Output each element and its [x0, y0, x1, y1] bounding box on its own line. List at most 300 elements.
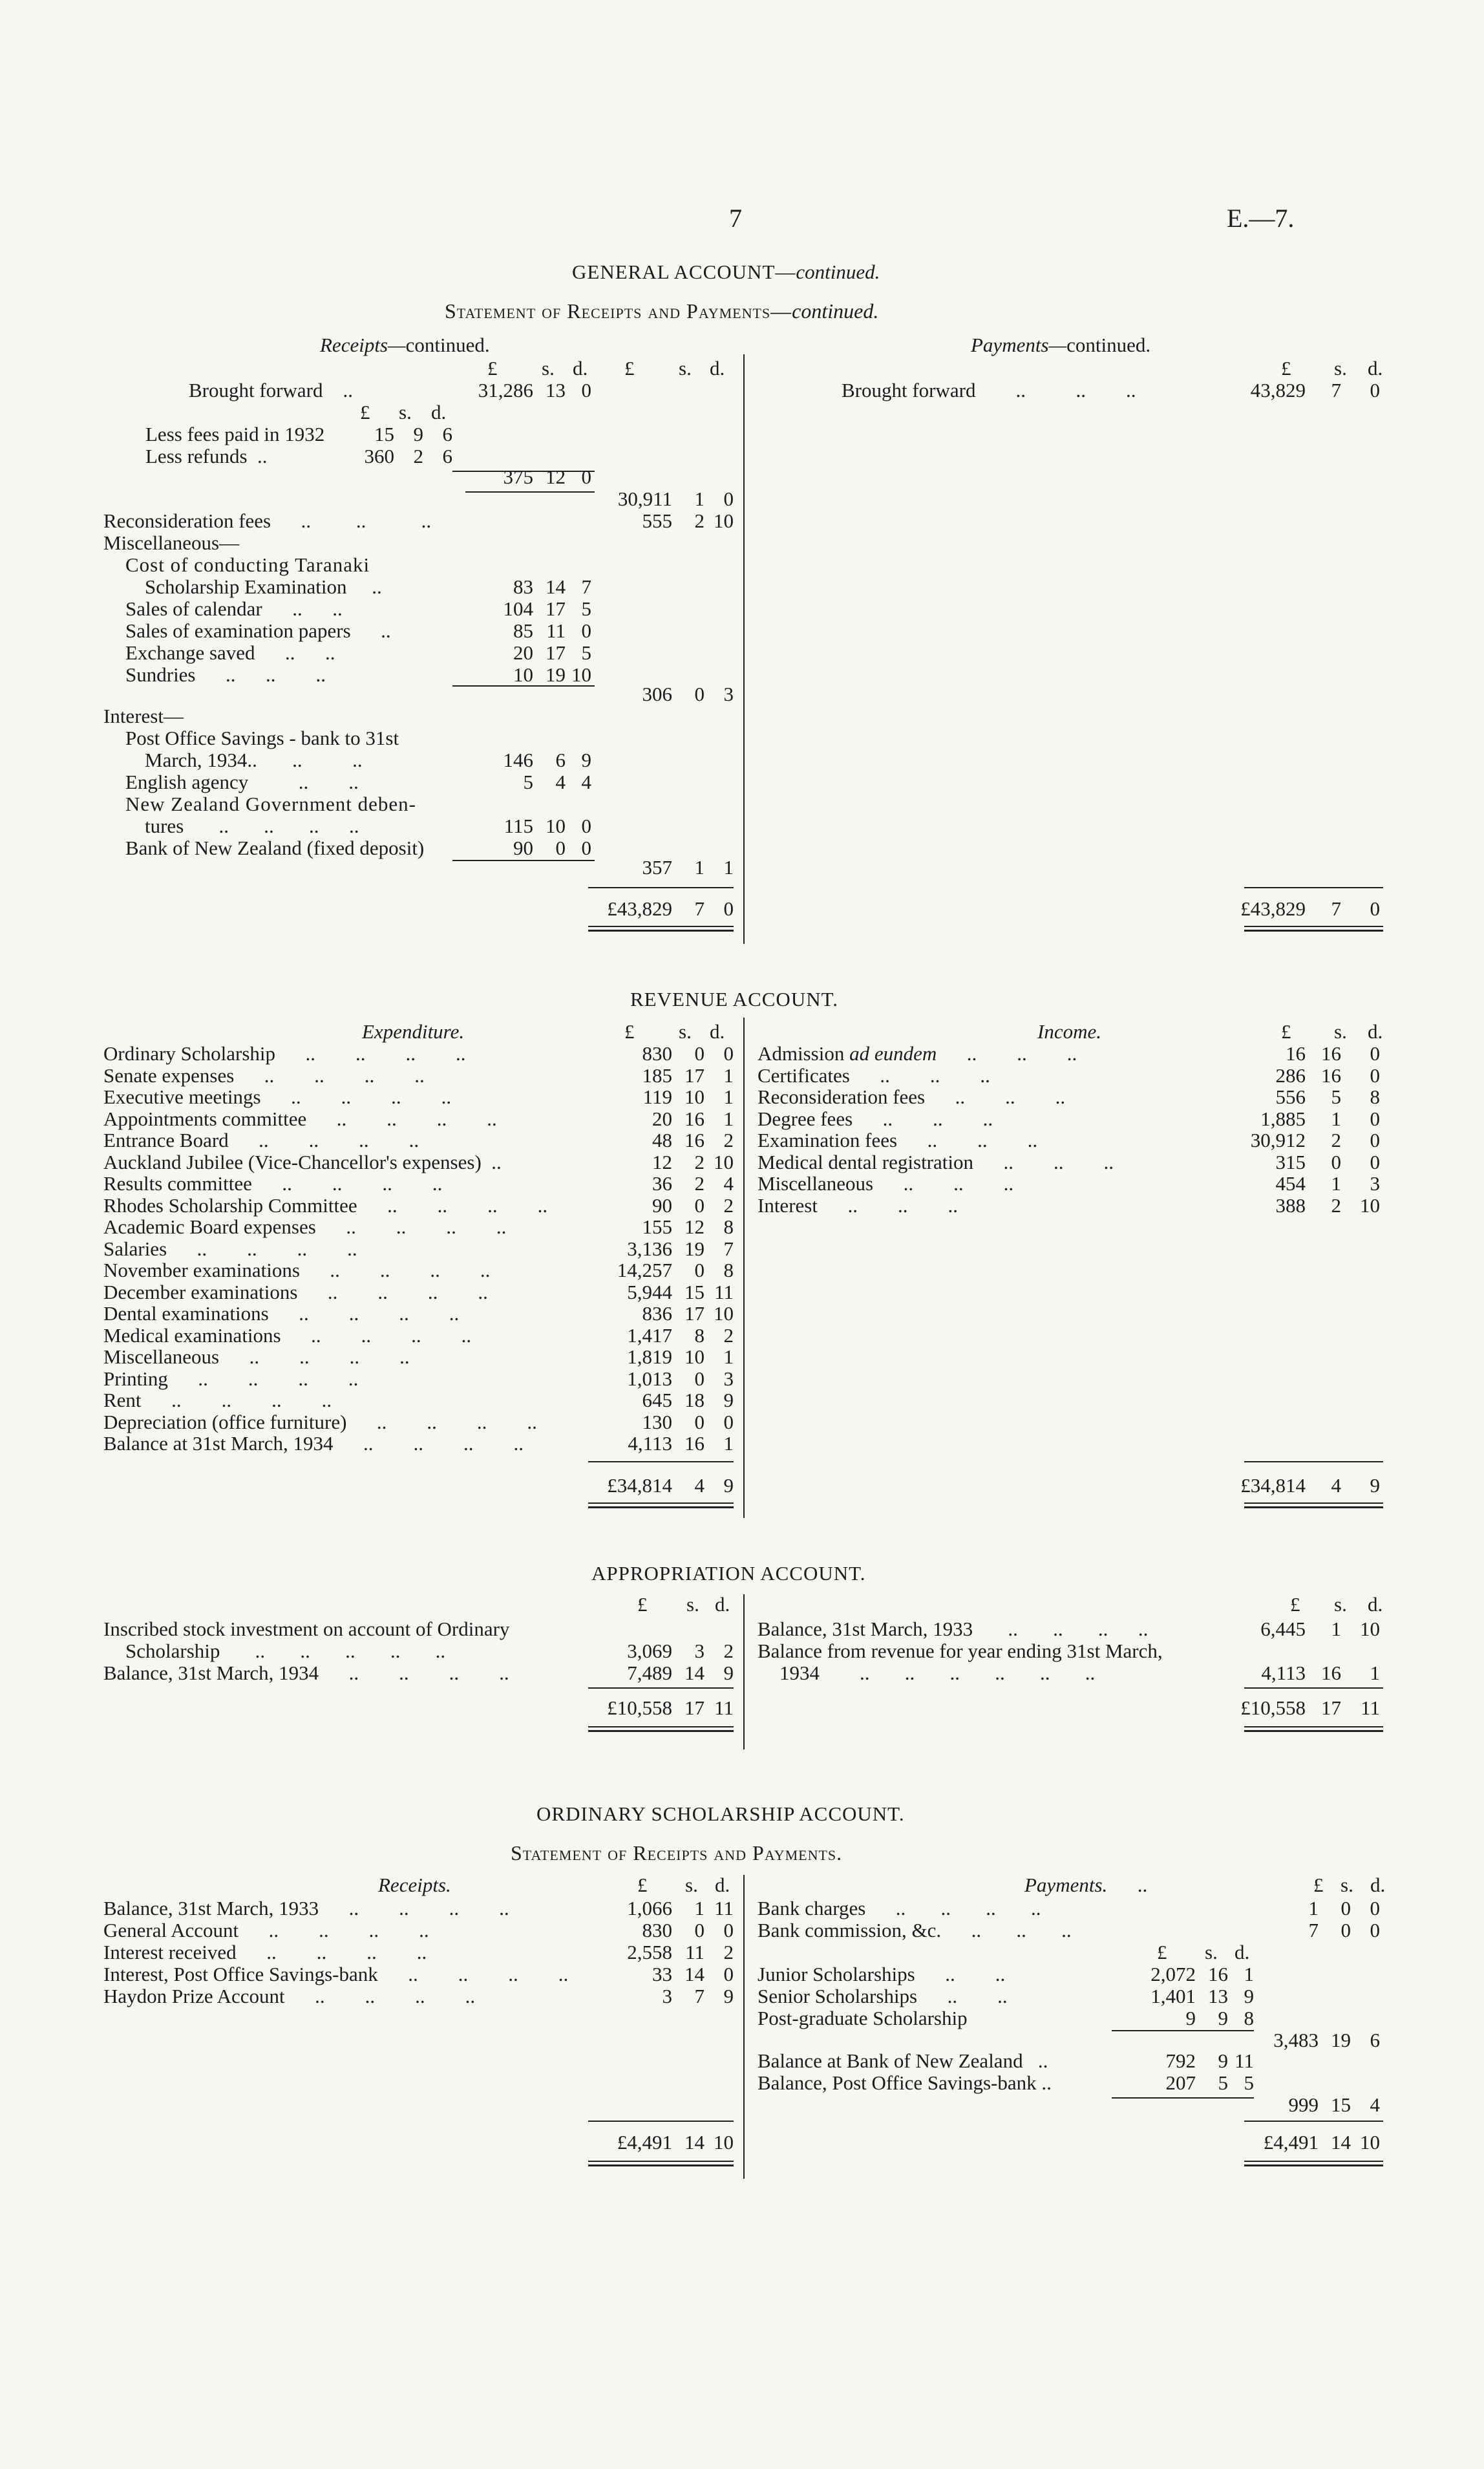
line-item-label — [103, 1347, 410, 1367]
line-item-text: Ordinary Scholarship — [103, 1042, 276, 1065]
amount-pounds: 792 — [1165, 2049, 1196, 2072]
leader-dots: .. .. .. .. — [377, 1963, 569, 1985]
left-total-pence: 11 — [714, 1696, 734, 1719]
stock-investment-label-2: Scholarship .. .. .. .. .. — [125, 1640, 446, 1662]
amount-pence: 0 — [581, 619, 591, 642]
amount-shillings: 5 — [1218, 2071, 1228, 2094]
line-item-label — [103, 1369, 358, 1389]
payments-total-pounds: £43,829 — [1240, 897, 1306, 920]
amount-shillings: 11 — [685, 1941, 705, 1963]
amount-pence: 0 — [723, 1410, 734, 1433]
leader-dots: .. .. .. .. — [167, 1237, 357, 1260]
pay-col-header-pounds: £ — [1281, 357, 1291, 379]
amount-pounds: 30,912 — [1250, 1129, 1306, 1151]
total-double-rule — [588, 1726, 734, 1732]
expenditure-total-shillings: 4 — [694, 1474, 705, 1497]
amount-pence: 0 — [723, 487, 734, 510]
amount-shillings: 16 — [1321, 1662, 1341, 1684]
income-col-header-pounds: £ — [1281, 1020, 1291, 1043]
line-item-label — [758, 1130, 1037, 1150]
line-item-text: Salaries — [103, 1237, 167, 1260]
amount-shillings: 2 — [694, 509, 705, 532]
amount-shillings: 0 — [1331, 1150, 1341, 1173]
leader-dots: .. .. .. .. — [346, 1410, 537, 1433]
appropriation-account-title: APPROPRIATION ACCOUNT. — [591, 1562, 866, 1585]
statement-title: Statement of Receipts and Payments—continued. — [445, 299, 879, 323]
total-rule — [1244, 1687, 1383, 1689]
amount-shillings: 16 — [1321, 1063, 1341, 1087]
amount-shillings: 1 — [1331, 1618, 1341, 1640]
line-item-text: Dental examinations — [103, 1302, 269, 1325]
pay-col-header-shillings: s. — [1341, 1874, 1353, 1896]
balance-pos-label: Balance, Post Office Savings-bank .. — [758, 2071, 1052, 2094]
line-item-label — [758, 1173, 1013, 1193]
bank-commission-label: Bank commission, &c. .. .. .. — [758, 1919, 1072, 1941]
leader-dots: .. .. .. .. — [260, 1085, 452, 1108]
line-item-text: Rent — [103, 1389, 142, 1411]
amount-pounds: 185 — [642, 1063, 672, 1087]
amount-shillings: 13 — [546, 379, 566, 401]
total-double-rule — [588, 926, 734, 932]
line-item-label — [103, 1898, 509, 1918]
amount-pounds: 1,066 — [627, 1897, 672, 1919]
amount-pence: 10 — [714, 1302, 734, 1325]
total-rule — [588, 1687, 734, 1689]
line-item-text: Post-graduate Scholarship — [758, 2007, 968, 2029]
line-item-label — [103, 1239, 357, 1259]
line-item-label — [758, 1964, 1005, 1984]
amount-pence: 0 — [581, 837, 591, 859]
amount-shillings: 1 — [694, 856, 705, 879]
expenditure-total-pence: 9 — [723, 1474, 734, 1497]
amount-pence: 2 — [723, 1323, 734, 1347]
line-item-label — [103, 1325, 471, 1345]
amount-pounds: 115 — [504, 815, 533, 837]
subtotal-rule — [452, 685, 595, 687]
leader-dots: .. .. .. — [937, 1042, 1077, 1065]
line-item-label — [758, 1087, 1065, 1107]
amount-shillings: 1 — [1331, 1107, 1341, 1130]
leader-dots: .. .. — [915, 1963, 1006, 1985]
line-item-text: Depreciation (office furniture) — [103, 1410, 347, 1433]
interest-nzgov-label-1: New Zealand Government deben- — [125, 793, 416, 815]
amount-shillings: 0 — [694, 1367, 705, 1390]
receipts-total-pounds: £43,829 — [607, 897, 672, 920]
amount-pence: 2 — [723, 1193, 734, 1217]
leader-dots: .. .. .. .. — [357, 1193, 548, 1217]
amount-shillings: 10 — [546, 815, 566, 837]
col-header-pence: d. — [573, 357, 588, 379]
amount-pounds: 306 — [642, 683, 672, 705]
amount-pence: 5 — [581, 597, 591, 620]
interest-bnz-label: Bank of New Zealand (fixed deposit) — [125, 837, 425, 859]
amount-pence: 8 — [723, 1215, 734, 1238]
amount-shillings: 14 — [546, 575, 566, 598]
misc-taranaki-label-2: Scholarship Examination .. — [145, 575, 382, 598]
amount-shillings: 2 — [1331, 1193, 1341, 1217]
line-item-label — [125, 643, 335, 663]
left-total-shillings: 17 — [684, 1696, 705, 1719]
amount-shillings: 12 — [546, 465, 566, 488]
leader-dots: .. .. .. .. — [306, 1107, 497, 1130]
total-rule — [588, 887, 734, 888]
amount-shillings: 0 — [694, 1193, 705, 1217]
general-account-title: GENERAL ACCOUNT—continued. — [572, 261, 880, 283]
amount-pence: 8 — [723, 1259, 734, 1281]
line-item-label — [103, 1087, 451, 1107]
line-item-label — [103, 1412, 537, 1432]
revenue-balance-label-1: Balance from revenue for year ending 31st March, — [758, 1640, 1163, 1662]
right-col-header-shillings: s. — [1334, 1593, 1347, 1616]
total-double-rule — [1244, 2161, 1383, 2166]
sch-header-shillings: s. — [1205, 1941, 1218, 1963]
leader-dots: .. .. .. .. — [219, 1345, 410, 1368]
amount-shillings: 2 — [1331, 1129, 1341, 1151]
amount-shillings: 15 — [1331, 2093, 1351, 2116]
ordinary-payments-heading: Payments. .. — [1024, 1874, 1148, 1896]
col-header-shillings-2: s. — [679, 357, 692, 379]
amount-pounds: 375 — [503, 465, 533, 488]
amount-pounds: 14,257 — [617, 1259, 672, 1281]
payments-heading: Payments—continued. — [971, 334, 1151, 356]
amount-pounds: 1,401 — [1150, 1985, 1196, 2007]
leader-dots: .. .. .. .. — [333, 1432, 524, 1455]
line-item-text: Results committee — [103, 1172, 252, 1195]
amount-shillings: 0 — [694, 683, 705, 705]
line-item-text: Haydon Prize Account — [103, 1985, 285, 2007]
amount-pence: 3 — [723, 1367, 734, 1390]
amount-pounds: 388 — [1275, 1193, 1306, 1217]
amount-pence: 0 — [723, 1963, 734, 1985]
amount-pounds: 155 — [642, 1215, 672, 1238]
receipts-total-pence: 10 — [714, 2131, 734, 2154]
income-col-header-pence: d. — [1368, 1020, 1383, 1043]
line-item-label — [103, 1043, 466, 1063]
amount-shillings: 0 — [694, 1259, 705, 1281]
amount-pence: 2 — [723, 1640, 734, 1662]
line-item-label — [103, 1303, 459, 1323]
amount-shillings: 1 — [1331, 1172, 1341, 1195]
amount-shillings: 0 — [1341, 1919, 1351, 1941]
amount-pence: 0 — [1370, 1897, 1380, 1919]
amount-pence: 10 — [571, 663, 591, 686]
amount-pence: 3 — [723, 683, 734, 705]
amount-pounds: 1 — [1308, 1897, 1319, 1919]
line-item-label — [125, 599, 343, 619]
line-item-label — [125, 665, 326, 685]
amount-pounds: 90 — [652, 1193, 672, 1217]
col-header-pence-2: d. — [710, 357, 725, 379]
amount-pence: 9 — [581, 749, 591, 771]
amount-pence: 3 — [1370, 1172, 1380, 1195]
leader-dots: .. .. .. .. — [234, 1063, 425, 1087]
amount-pence: 1 — [723, 1432, 734, 1455]
line-item-label — [103, 1260, 490, 1280]
amount-shillings: 6 — [555, 749, 566, 771]
line-item-label — [758, 1152, 1114, 1172]
less-fees-label: Less fees paid in 1932 — [145, 423, 325, 445]
leader-dots: .. .. .. — [873, 1172, 1014, 1195]
amount-pounds: 555 — [642, 509, 672, 532]
amount-shillings: 17 — [546, 597, 566, 620]
interest-nzgov-label-2: tures .. .. .. .. — [145, 815, 359, 837]
line-item-text: Appointments committee — [103, 1107, 307, 1130]
leader-dots: .. .. .. .. — [315, 1215, 507, 1238]
amount-pounds: 20 — [513, 641, 533, 664]
amount-pounds: 5,944 — [627, 1280, 672, 1303]
leader-dots: .. .. .. .. — [167, 1367, 359, 1390]
income-total-shillings: 4 — [1331, 1474, 1341, 1497]
line-item-text: Rhodes Scholarship Committee — [103, 1193, 357, 1217]
col-header-pounds: £ — [624, 1020, 635, 1043]
amount-pence: 4 — [581, 771, 591, 793]
line-item-text: Medical examinations — [103, 1323, 281, 1347]
amount-shillings: 0 — [555, 837, 566, 859]
left-total-pounds: £10,558 — [607, 1696, 672, 1719]
subtotal-rule — [465, 491, 595, 493]
line-item-text: Sales of examination papers — [125, 619, 351, 642]
interest-english-label: English agency .. .. — [125, 771, 359, 793]
col-header-pounds: £ — [637, 1593, 648, 1616]
amount-shillings: 17 — [546, 641, 566, 664]
right-total-shillings: 17 — [1321, 1696, 1341, 1719]
col-header-shillings: s. — [542, 357, 555, 379]
amount-pence: 7 — [581, 575, 591, 598]
line-item-text: Certificates — [758, 1063, 850, 1087]
sch-header-pounds: £ — [1157, 1941, 1167, 1963]
amount-pence: 4 — [1370, 2093, 1380, 2116]
amount-pounds: 7,489 — [627, 1662, 672, 1684]
line-item-text: Reconsideration fees — [758, 1085, 926, 1108]
document-reference: E.—7. — [1227, 204, 1295, 233]
brought-forward-label: Brought forward .. — [189, 379, 353, 401]
amount-pounds: 2,072 — [1150, 1963, 1196, 1985]
amount-shillings: 2 — [413, 445, 423, 467]
amount-pence: 0 — [1370, 1063, 1380, 1087]
amount-pounds: 1,819 — [627, 1345, 672, 1368]
amount-pounds: 30,911 — [617, 487, 672, 510]
amount-pence: 11 — [714, 1897, 734, 1919]
receipts-total-pounds: £4,491 — [617, 2131, 672, 2154]
amount-pounds: 4,113 — [1261, 1662, 1306, 1684]
line-item-text: Interest received — [103, 1941, 237, 1963]
receipts-heading: Receipts—continued. — [320, 334, 490, 356]
amount-shillings: 17 — [684, 1302, 705, 1325]
amount-pence: 10 — [1360, 1193, 1380, 1217]
payments-total-shillings: 14 — [1331, 2131, 1351, 2154]
line-item-label — [103, 1217, 506, 1237]
amount-pence: 0 — [1370, 379, 1380, 401]
col-header-pence: d. — [710, 1020, 725, 1043]
line-item-label — [758, 1109, 993, 1129]
right-col-header-pounds: £ — [1290, 1593, 1300, 1616]
line-item-label — [103, 1195, 547, 1215]
amount-pence: 8 — [1244, 2007, 1254, 2029]
amount-pounds: 20 — [652, 1107, 672, 1130]
amount-pence: 7 — [723, 1237, 734, 1260]
line-item-text: Medical dental registration — [758, 1150, 973, 1173]
leader-dots: .. .. .. .. — [297, 1280, 488, 1303]
interest-heading: Interest— — [103, 705, 184, 727]
revenue-balance-label-2: 1934 .. .. .. .. .. .. — [779, 1662, 1096, 1684]
amount-shillings: 0 — [1341, 1897, 1351, 1919]
amount-pence: 0 — [723, 1919, 734, 1941]
amount-pounds: 119 — [642, 1085, 672, 1108]
total-rule — [1244, 1461, 1383, 1462]
less-header-pence: d. — [431, 401, 447, 423]
amount-shillings: 4 — [555, 771, 566, 793]
amount-pounds: 315 — [1275, 1150, 1306, 1173]
revenue-account-title: REVENUE ACCOUNT. — [630, 988, 838, 1010]
less-refunds-label: Less refunds .. — [145, 445, 268, 467]
amount-pounds: 556 — [1275, 1085, 1306, 1108]
subtotal-rule — [452, 860, 595, 861]
line-item-label — [103, 1065, 425, 1085]
amount-pence: 1 — [1244, 1963, 1254, 1985]
amount-pence: 9 — [723, 1389, 734, 1411]
amount-shillings: 13 — [1208, 1985, 1228, 2007]
pay-col-header-pence: d. — [1368, 357, 1383, 379]
ordinary-scholarship-title: ORDINARY SCHOLARSHIP ACCOUNT. — [536, 1802, 905, 1825]
line-item-label — [103, 1173, 442, 1193]
leader-dots: .. .. — [917, 1985, 1008, 2007]
less-header-shillings: s. — [399, 401, 412, 423]
amount-shillings: 19 — [1331, 2029, 1351, 2051]
amount-pounds: 5 — [523, 771, 533, 793]
payments-total-pence: 0 — [1370, 897, 1380, 920]
line-item-label — [103, 1390, 332, 1410]
amount-pounds: 83 — [513, 575, 533, 598]
pay-col-header-pence: d. — [1370, 1874, 1386, 1896]
column-divider — [743, 1594, 745, 1749]
leader-dots: .. .. .. — [849, 1063, 990, 1087]
balance-bnz-label: Balance at Bank of New Zealand .. — [758, 2049, 1048, 2072]
amount-pounds: 31,286 — [478, 379, 533, 401]
amount-pence: 0 — [1370, 1107, 1380, 1130]
amount-shillings: 5 — [1331, 1085, 1341, 1108]
amount-shillings: 9 — [1218, 2049, 1228, 2072]
amount-pence: 10 — [1360, 1618, 1380, 1640]
amount-pounds: 1,885 — [1260, 1107, 1306, 1130]
amount-shillings: 9 — [1218, 2007, 1228, 2029]
amount-pounds: 90 — [513, 837, 533, 859]
leader-dots: .. .. .. .. — [228, 1129, 419, 1151]
line-item-text: Sundries — [125, 663, 196, 686]
amount-pounds: 1,013 — [627, 1367, 672, 1390]
amount-pounds: 645 — [642, 1389, 672, 1411]
leader-dots: .. .. .. .. — [281, 1323, 472, 1347]
receipts-total-shillings: 7 — [694, 897, 705, 920]
amount-pence: 0 — [581, 815, 591, 837]
amount-pounds: 4,113 — [628, 1432, 672, 1455]
payments-total-pence: 10 — [1360, 2131, 1380, 2154]
amount-pounds: 33 — [652, 1963, 672, 1985]
line-item-label — [103, 1433, 524, 1453]
amount-pence: 1 — [723, 856, 734, 879]
amount-pence: 1 — [723, 1085, 734, 1108]
column-divider — [743, 1875, 745, 2179]
col-header-pence: d. — [715, 1874, 730, 1896]
line-item-text: Balance, 31st March, 1933 — [103, 1897, 319, 1919]
pay-col-header-shillings: s. — [1334, 357, 1347, 379]
interest-pos-label-2: March, 1934.. .. .. — [145, 749, 363, 771]
amount-pounds: 9 — [1185, 2007, 1196, 2029]
leader-dots: .. .. .. — [925, 1085, 1066, 1108]
amount-shillings: 2 — [694, 1150, 705, 1173]
right-total-pounds: £10,558 — [1240, 1696, 1306, 1719]
amount-pence: 5 — [1244, 2071, 1254, 2094]
amount-shillings: 15 — [684, 1280, 705, 1303]
amount-pounds: 830 — [642, 1042, 672, 1065]
line-item-label — [103, 1282, 488, 1302]
amount-shillings: 7 — [1331, 379, 1341, 401]
miscellaneous-heading: Miscellaneous— — [103, 531, 240, 554]
line-item-label — [103, 1964, 568, 1984]
amount-pence: 10 — [714, 509, 734, 532]
leader-dots: .. .. .. .. — [284, 1985, 476, 2007]
amount-pounds: 207 — [1165, 2071, 1196, 2094]
expenditure-heading: Expenditure. — [362, 1020, 465, 1043]
income-total-pounds: £34,814 — [1240, 1474, 1306, 1497]
line-item-label — [103, 1130, 419, 1150]
amount-pounds: 12 — [652, 1150, 672, 1173]
amount-pence: 10 — [714, 1150, 734, 1173]
total-rule — [588, 1461, 734, 1462]
line-item-label — [103, 1109, 497, 1129]
amount-pounds: 2,558 — [627, 1941, 672, 1963]
income-col-header-shillings: s. — [1334, 1020, 1347, 1043]
amount-pence: 1 — [723, 1063, 734, 1087]
amount-shillings: 10 — [684, 1345, 705, 1368]
amount-shillings: 14 — [684, 1662, 705, 1684]
amount-shillings: 16 — [684, 1432, 705, 1455]
right-total-pence: 11 — [1361, 1696, 1380, 1719]
amount-pounds: 104 — [503, 597, 533, 620]
leader-dots: .. .. .. — [853, 1107, 993, 1130]
amount-pence: 0 — [1370, 1042, 1380, 1065]
receipts-total-shillings: 14 — [684, 2131, 705, 2154]
leader-dots: .. .. .. .. — [238, 1919, 429, 1941]
col-header-shillings: s. — [686, 1593, 699, 1616]
amount-pounds: 286 — [1275, 1063, 1306, 1087]
amount-pence: 9 — [1244, 1985, 1254, 2007]
misc-taranaki-label-1: Cost of conducting Taranaki — [125, 553, 370, 576]
ordinary-receipts-heading: Receipts. — [378, 1874, 451, 1896]
line-item-label — [758, 1195, 958, 1215]
expenditure-total-pounds: £34,814 — [607, 1474, 672, 1497]
col-header-pence: d. — [715, 1593, 730, 1616]
sch-header-pence: d. — [1235, 1941, 1250, 1963]
total-rule — [1244, 2121, 1383, 2122]
amount-shillings: 0 — [694, 1410, 705, 1433]
closing-balance-label: Balance, 31st March, 1934 .. .. .. .. — [103, 1662, 509, 1684]
amount-shillings: 2 — [694, 1172, 705, 1195]
amount-pounds: 1,417 — [627, 1323, 672, 1347]
amount-pounds: 43,829 — [1250, 379, 1306, 401]
pay-col-header-pounds: £ — [1313, 1874, 1324, 1896]
amount-shillings: 14 — [684, 1963, 705, 1985]
amount-shillings: 16 — [684, 1129, 705, 1151]
leader-dots: .. .. — [262, 597, 343, 620]
total-rule — [1244, 887, 1383, 888]
leader-dots: .. .. .. — [897, 1129, 1038, 1151]
line-item-text: Senior Scholarships — [758, 1985, 918, 2007]
pay-brought-forward-label: Brought forward .. .. .. — [842, 379, 1136, 401]
total-rule — [588, 2121, 734, 2122]
amount-pence: 0 — [581, 379, 591, 401]
amount-pence: 1 — [723, 1345, 734, 1368]
amount-shillings: 19 — [684, 1237, 705, 1260]
